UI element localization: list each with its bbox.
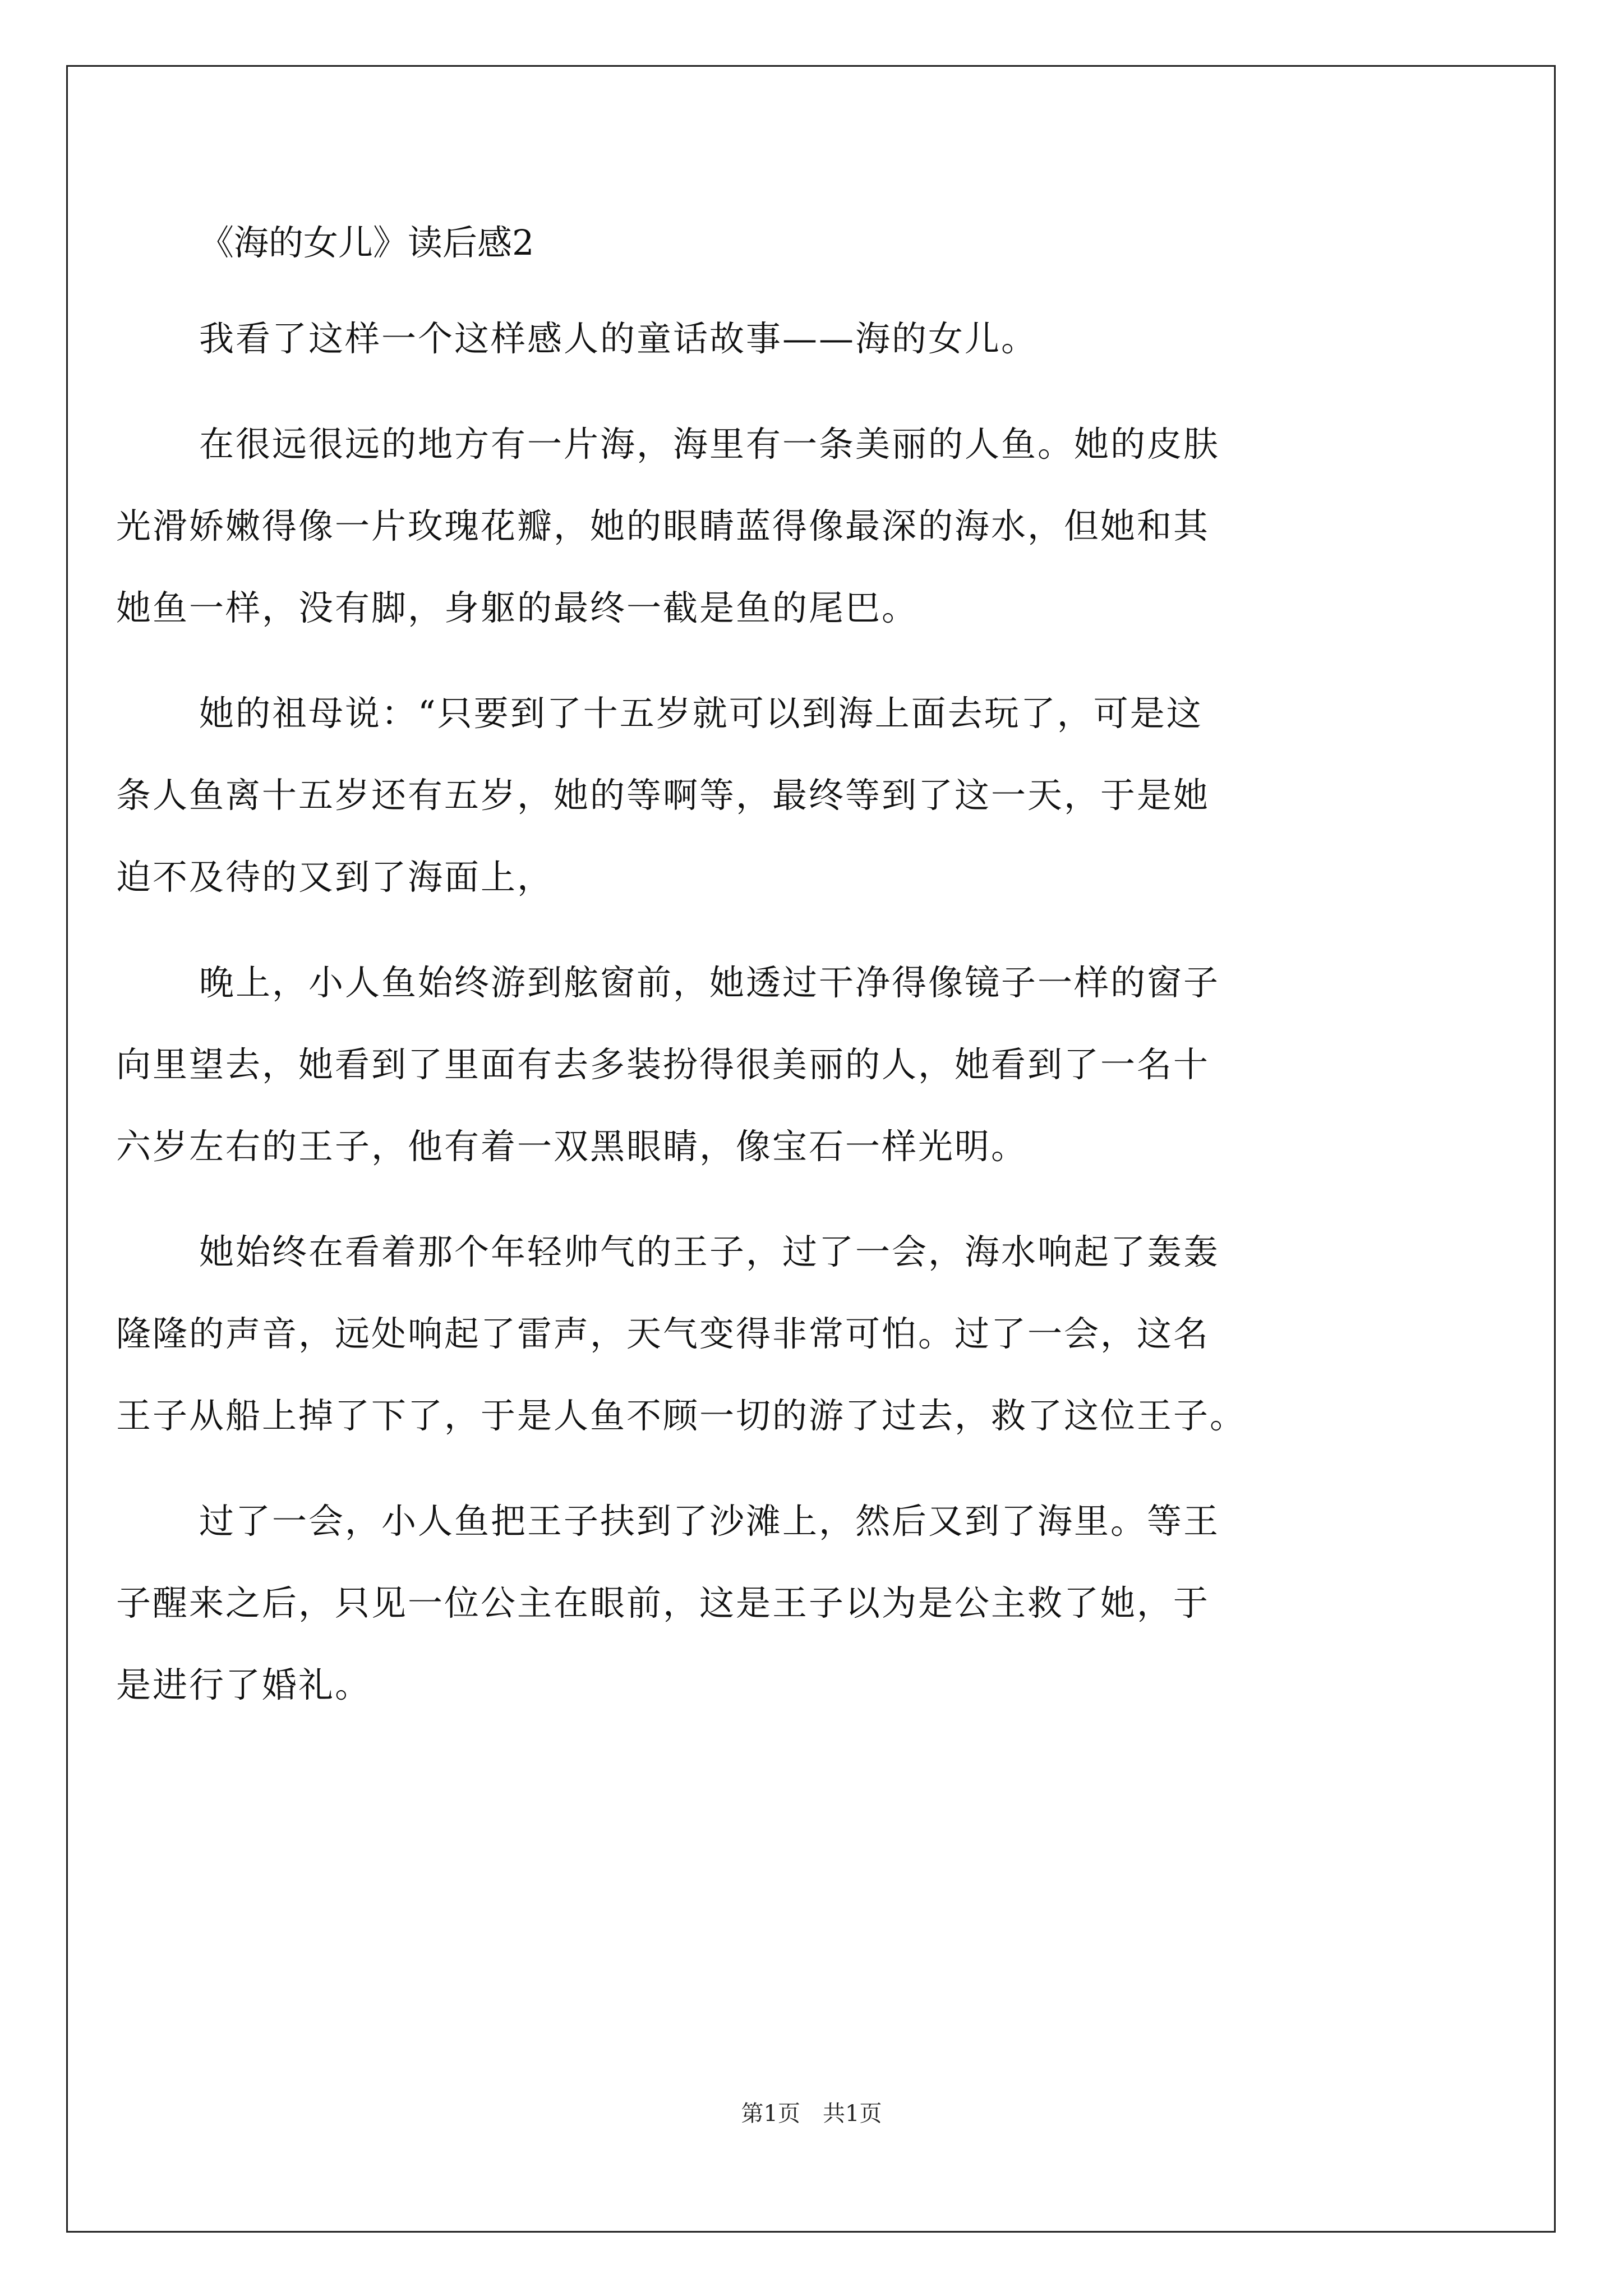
paragraph-line: 王子从船上掉了下了，于是人鱼不顾一切的游了过去，救了这位王子。 [116,1395,1247,1436]
paragraph-line: 六岁左右的王子，他有着一双黑眼睛，像宝石一样光明。 [116,1126,1028,1167]
paragraph-line: 是进行了婚礼。 [116,1664,372,1705]
paragraph-line: 晚上，小人鱼始终游到舷窗前，她透过干净得像镜子一样的窗子 [199,962,1220,1003]
paragraph-line: 光滑娇嫩得像一片玫瑰花瓣，她的眼睛蓝得像最深的海水，但她和其 [116,505,1210,546]
paragraph-line: 向里望去，她看到了里面有去多装扮得很美丽的人，她看到了一名十 [116,1044,1210,1085]
paragraph-line: 迫不及待的又到了海面上， [116,857,554,898]
paragraph-line: 子醒来之后，只见一位公主在眼前，这是王子以为是公主救了她，于 [116,1582,1210,1623]
paragraph-6 [116,1480,1433,1726]
paragraph-2 [116,403,1433,649]
paragraph-line: 隆隆的声音，远处响起了雷声，天气变得非常可怕。过了一会，这名 [116,1313,1210,1354]
paragraph-5 [116,1211,1433,1457]
paragraph-line: 过了一会，小人鱼把王子扶到了沙滩上，然后又到了海里。等王 [199,1501,1220,1542]
document-body [116,216,1433,1750]
paragraph-line: 她始终在看着那个年轻帅气的王子，过了一会，海水响起了轰轰 [199,1231,1220,1272]
page-footer: 第1页 共1页 [741,2101,882,2127]
paragraph-line: 我看了这样一个这样感人的童话故事——海的女儿。 [199,318,1038,359]
paragraph-1 [199,298,1433,380]
document-title: 《海的女儿》读后感2 [199,222,534,263]
paragraph-4 [116,942,1433,1188]
paragraph-line: 她鱼一样，没有脚，身躯的最终一截是鱼的尾巴。 [116,587,919,628]
paragraph-3 [116,673,1433,918]
paragraph-line: 她的祖母说：“只要到了十五岁就可以到海上面去玩了，可是这 [199,693,1203,734]
paragraph-line: 条人鱼离十五岁还有五岁，她的等啊等，最终等到了这一天，于是她 [116,775,1210,816]
paragraph-line: 在很远很远的地方有一片海，海里有一条美丽的人鱼。她的皮肤 [199,424,1220,464]
